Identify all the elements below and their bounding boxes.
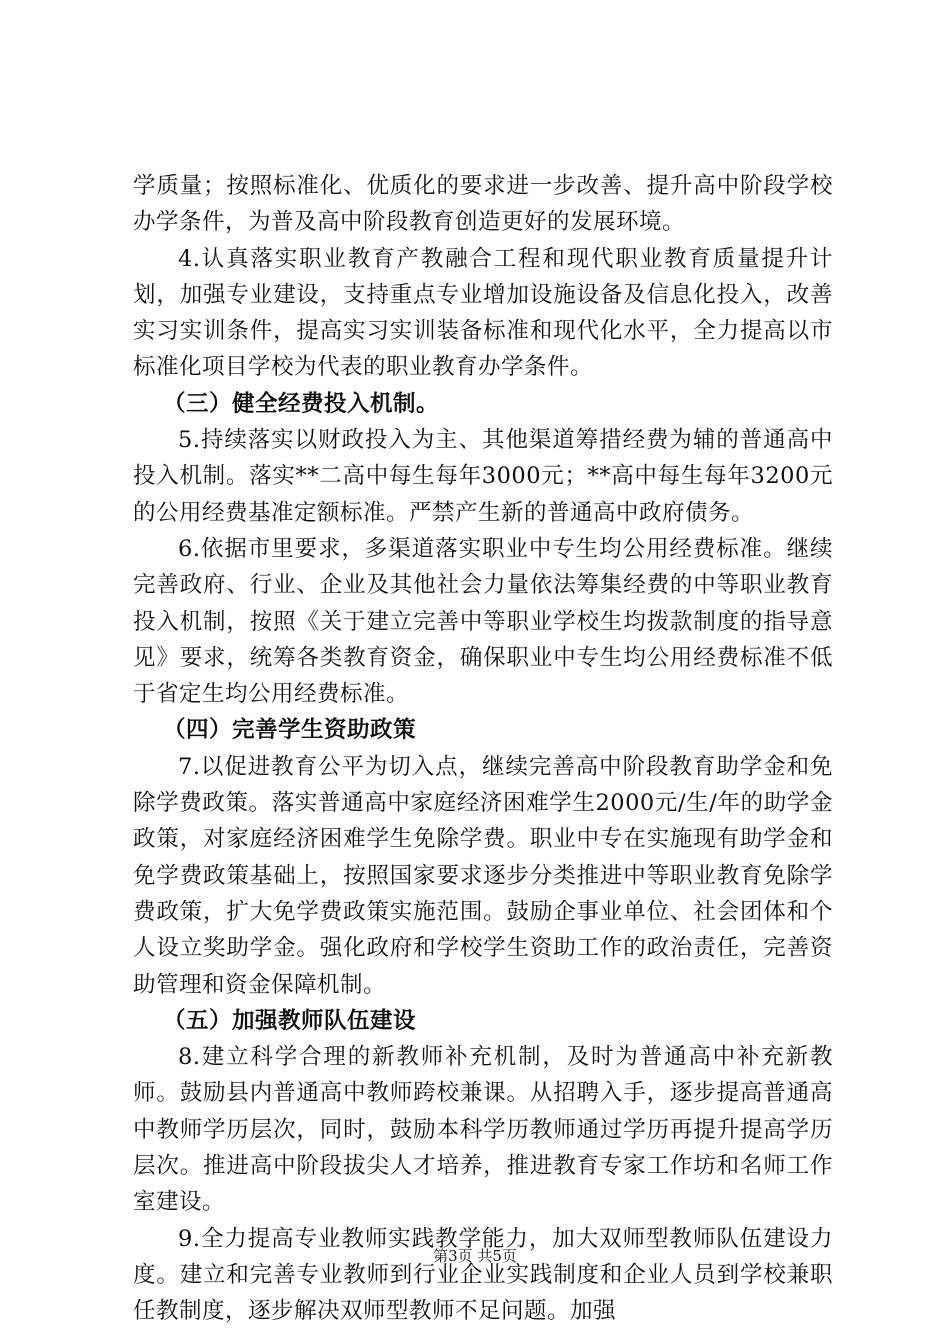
section-heading: （四）完善学生资助政策: [163, 717, 417, 744]
paragraph: 4.认真落实职业教育产教融合工程和现代职业教育质量提升计划，加强专业建设，支持重点专业增加设施设备及信息化投入，改善实习实训条件，提高实习实训装备标准和现代化水平，全力提高以市标准化项目学校为代表的职业教育办学条件。: [133, 245, 833, 381]
section-heading: （三）健全经费投入机制。: [163, 390, 440, 417]
page-number-label: 第3页 共5页: [433, 1247, 517, 1265]
paragraph: 7.以促进教育公平为切入点，继续完善高中阶段教育助学金和免除学费政策。落实普通高中家庭经济困难学生2000元/生/年的助学金政策，对家庭经济困难学生免除学费。职业中专在实施现有助学金和免学费政策基础上，按照国家要求逐步分类推进中等职业教育免除学费政策，扩大免学费政策实施范围。鼓励企事业单位、社会团体和个人设立奖助学金。强化政府和学校学生资助工作的政治责任，完善资助管理和资金保障机制。: [133, 753, 833, 998]
paragraph: 9.全力提高专业教师实践教学能力，加大双师型教师队伍建设力度。建立和完善专业教师到行业企业实践制度和企业人员到学校兼职任教制度，逐步解决双师型教师不足问题。加强: [133, 1225, 833, 1325]
section-heading: （五）加强教师队伍建设: [163, 1007, 417, 1034]
page-body: [133, 168, 833, 1330]
paragraph: 6.依据市里要求，多渠道落实职业中专生均公用经费标准。继续完善政府、行业、企业及其他社会力量依法筹集经费的中等职业教育投入机制，按照《关于建立完善中等职业学校生均拨款制度的指导意见》要求，统筹各类教育资金，确保职业中专生均公用经费标准不低于省定生均公用经费标准。: [133, 535, 833, 708]
paragraph: 5.持续落实以财政投入为主、其他渠道筹措经费为辅的普通高中投入机制。落实**二高中每生每年3000元；**高中每生每年3200元的公用经费基准定额标准。严禁产生新的普通高中政府债务。: [133, 427, 833, 526]
page-footer: [0, 1245, 950, 1266]
paragraph: 学质量；按照标准化、优质化的要求进一步改善、提升高中阶段学校办学条件，为普及高中阶段教育创造更好的发展环境。: [133, 173, 833, 236]
paragraph: 8.建立科学合理的新教师补充机制，及时为普通高中补充新教师。鼓励县内普通高中教师跨校兼课。从招聘入手，逐步提高普通高中教师学历层次，同时，鼓励本科学历教师通过学历再提升提高学历层次。推进高中阶段拔尖人才培养，推进教育专家工作坊和名师工作室建设。: [133, 1044, 833, 1216]
